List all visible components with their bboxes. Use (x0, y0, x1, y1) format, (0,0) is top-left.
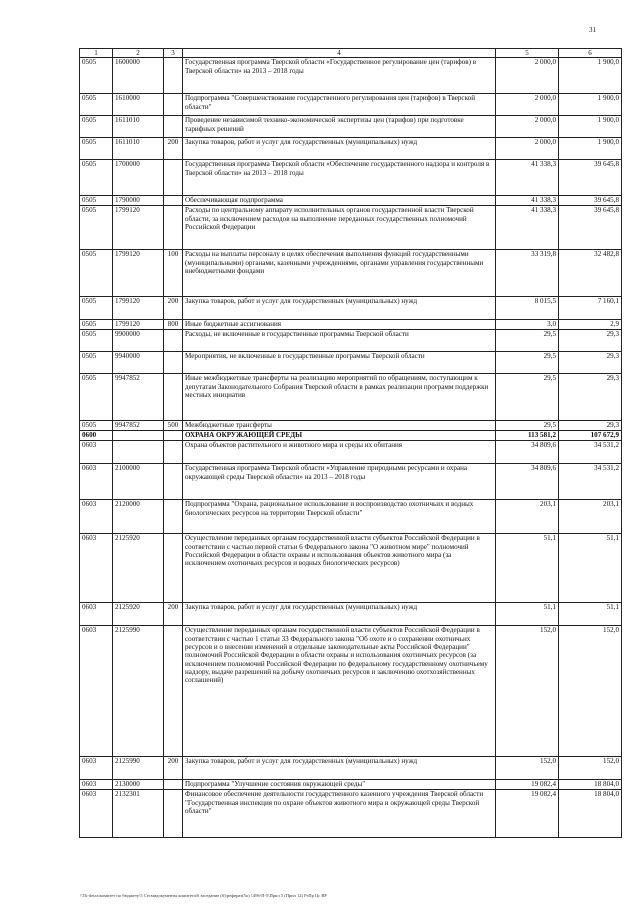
planned-amount-cell: 41 338,3 (496, 160, 559, 196)
section-code-cell: 0505 (80, 94, 113, 116)
section-code-cell: 0505 (80, 196, 113, 206)
article-code-cell: 2100000 (113, 464, 164, 500)
executed-amount-cell: 29,3 (559, 330, 622, 352)
planned-amount-cell: 29,5 (496, 352, 559, 374)
item-name-cell: ОХРАНА ОКРУЖАЮЩЕЙ СРЕДЫ (183, 431, 496, 441)
table-row (80, 160, 622, 196)
planned-amount-cell: 152,0 (496, 757, 559, 780)
executed-amount-cell: 203,1 (559, 500, 622, 534)
executed-amount-cell: 32 482,8 (559, 250, 622, 297)
article-code-cell: 1610000 (113, 94, 164, 116)
item-name-cell: Осуществление переданных органам государственной власти субъектов Российской Федерации в соответствии с частью 1 статьи 33 Федерального закона "Об охоте и о сохранении охотничьих ресурсов и о внесении изменений в отдельные законодательные акты Российской Федерации" полномочий Российской Федерации в области охраны и использования охотничьих ресурсов (за исключением полномочий Российской Федерации по федеральному государственному охотничьему надзору, выдаче разрешений на добычу охотничьих ресурсов и заключению охотхозяйственных соглашений) (183, 626, 496, 757)
planned-amount-cell: 2 000,0 (496, 58, 559, 94)
item-name-cell: Иные межбюджетные трансферты на реализацию мероприятий по обращениям, поступающим к депутатам Законодательного Собрания Тверской области в рамках реализации программ поддержки местных инициатив (183, 374, 496, 421)
section-code-cell: 0505 (80, 352, 113, 374)
section-code-cell: 0505 (80, 421, 113, 431)
section-code-cell: 0603 (80, 441, 113, 464)
executed-amount-cell: 18 804,0 (559, 790, 622, 838)
file-path-footer: \\Tk-detax\комитет по бюджету\5 Сесмидокументы комитета\6 заседание (6)\реферат(5о) 1496-П-5\Прил 5 (Прил 12) РзПр Цс ВР (80, 893, 327, 898)
executed-amount-cell: 34 531,2 (559, 441, 622, 464)
section-code-cell: 0600 (80, 431, 113, 441)
item-name-cell: Межбюджетные трансферты (183, 421, 496, 431)
item-name-cell: Проведение независимой технико-экономической экспертизы цен (тарифов) при подготовке тарифных решений (183, 116, 496, 138)
column-header: 2 (113, 49, 164, 58)
planned-amount-cell: 51,1 (496, 603, 559, 626)
item-name-cell: Обеспечивающая подпрограмма (183, 196, 496, 206)
item-name-cell: Закупка товаров, работ и услуг для государственных (муниципальных) нужд (183, 603, 496, 626)
executed-amount-cell: 29,3 (559, 352, 622, 374)
article-code-cell: 2125920 (113, 534, 164, 603)
column-header: 5 (496, 49, 559, 58)
article-code-cell: 1799120 (113, 297, 164, 320)
table-row (80, 757, 622, 780)
expense-type-cell: 200 (164, 297, 183, 320)
article-code-cell: 1700000 (113, 160, 164, 196)
expense-type-cell (164, 206, 183, 250)
expense-type-cell (164, 780, 183, 790)
item-name-cell: Финансовое обеспечение деятельности государственного казенного учреждения Тверской области "Государственная инспекция по охране объектов животного мира и окружающей среды Тверской области" (183, 790, 496, 838)
column-header: 4 (183, 49, 496, 58)
section-code-cell: 0505 (80, 116, 113, 138)
planned-amount-cell: 2 000,0 (496, 138, 559, 160)
planned-amount-cell: 152,0 (496, 626, 559, 757)
article-code-cell: 9940000 (113, 352, 164, 374)
planned-amount-cell: 19 082,4 (496, 780, 559, 790)
article-code-cell: 2125990 (113, 757, 164, 780)
item-name-cell: Государственная программа Тверской области «Обеспечение государственного надзора и контроля в Тверской области» на 2013 – 2018 годы (183, 160, 496, 196)
executed-amount-cell: 152,0 (559, 757, 622, 780)
section-code-cell: 0603 (80, 780, 113, 790)
column-header: 6 (559, 49, 622, 58)
planned-amount-cell: 8 015,5 (496, 297, 559, 320)
expense-type-cell (164, 626, 183, 757)
item-name-cell: Государственная программа Тверской области «Государственное регулирование цен (тарифов) в Тверской области» на 2013 – 2018 годы (183, 58, 496, 94)
executed-amount-cell: 107 672,9 (559, 431, 622, 441)
section-code-cell: 0505 (80, 58, 113, 94)
planned-amount-cell: 203,1 (496, 500, 559, 534)
executed-amount-cell: 152,0 (559, 626, 622, 757)
expense-type-cell (164, 196, 183, 206)
planned-amount-cell: 29,5 (496, 330, 559, 352)
article-code-cell (113, 441, 164, 464)
planned-amount-cell: 34 809,6 (496, 441, 559, 464)
planned-amount-cell: 51,1 (496, 534, 559, 603)
article-code-cell: 2120000 (113, 500, 164, 534)
table-header-row (80, 49, 622, 58)
expense-type-cell: 200 (164, 757, 183, 780)
expense-type-cell (164, 160, 183, 196)
expense-type-cell (164, 534, 183, 603)
table-row (80, 196, 622, 206)
table-row (80, 138, 622, 160)
executed-amount-cell: 29,3 (559, 374, 622, 421)
article-code-cell: 1611010 (113, 116, 164, 138)
executed-amount-cell: 2,9 (559, 320, 622, 330)
section-code-cell: 0505 (80, 206, 113, 250)
expense-type-cell: 200 (164, 138, 183, 160)
planned-amount-cell: 29,5 (496, 374, 559, 421)
budget-table (79, 48, 622, 838)
executed-amount-cell: 39 645,8 (559, 160, 622, 196)
column-header: 1 (80, 49, 113, 58)
item-name-cell: Расходы на выплаты персоналу в целях обеспечения выполнения функций государственными (муниципальными) органами, казенными учреждениями, органами управления государственными внебюджетными фондами (183, 250, 496, 297)
table-row (80, 603, 622, 626)
table-row (80, 626, 622, 757)
planned-amount-cell: 2 000,0 (496, 94, 559, 116)
section-code-cell: 0505 (80, 138, 113, 160)
article-code-cell (113, 431, 164, 441)
section-code-cell: 0603 (80, 464, 113, 500)
item-name-cell: Закупка товаров, работ и услуг для государственных (муниципальных) нужд (183, 138, 496, 160)
table-row (80, 250, 622, 297)
expense-type-cell (164, 330, 183, 352)
section-code-cell: 0505 (80, 320, 113, 330)
executed-amount-cell: 51,1 (559, 603, 622, 626)
article-code-cell: 1799120 (113, 250, 164, 297)
table-row (80, 58, 622, 94)
executed-amount-cell: 51,1 (559, 534, 622, 603)
article-code-cell: 1790000 (113, 196, 164, 206)
table-row (80, 94, 622, 116)
section-code-cell: 0603 (80, 500, 113, 534)
planned-amount-cell: 2 000,0 (496, 116, 559, 138)
section-code-cell: 0603 (80, 603, 113, 626)
table-row (80, 780, 622, 790)
table-row (80, 441, 622, 464)
section-code-cell: 0505 (80, 297, 113, 320)
table-row (80, 421, 622, 431)
item-name-cell: Закупка товаров, работ и услуг для государственных (муниципальных) нужд (183, 297, 496, 320)
article-code-cell: 9947852 (113, 421, 164, 431)
expense-type-cell (164, 116, 183, 138)
article-code-cell: 1611010 (113, 138, 164, 160)
table-row (80, 500, 622, 534)
article-code-cell: 2125990 (113, 626, 164, 757)
expense-type-cell (164, 58, 183, 94)
table-row (80, 464, 622, 500)
section-code-cell: 0603 (80, 757, 113, 780)
item-name-cell: Расходы, не включенные в государственные программы Тверской области (183, 330, 496, 352)
expense-type-cell (164, 431, 183, 441)
article-code-cell: 1799120 (113, 206, 164, 250)
expense-type-cell (164, 94, 183, 116)
article-code-cell: 2125920 (113, 603, 164, 626)
table-row (80, 320, 622, 330)
item-name-cell: Подпрограмма "Совершенствование государственного регулирования цен (тарифов) в Тверской области" (183, 94, 496, 116)
page-number: 31 (589, 26, 596, 34)
executed-amount-cell: 1 900,0 (559, 116, 622, 138)
executed-amount-cell: 7 160,1 (559, 297, 622, 320)
executed-amount-cell: 39 645,8 (559, 196, 622, 206)
executed-amount-cell: 39 645,8 (559, 206, 622, 250)
planned-amount-cell: 29,5 (496, 421, 559, 431)
item-name-cell: Подпрограмма "Улучшение состояния окружающей среды" (183, 780, 496, 790)
section-code-cell: 0603 (80, 790, 113, 838)
expense-type-cell: 800 (164, 320, 183, 330)
section-code-cell: 0505 (80, 160, 113, 196)
expense-type-cell (164, 352, 183, 374)
item-name-cell: Расходы по центральному аппарату исполнительных органов государственной власти Тверской области, за исключением расходов на выполнение переданных государственных полномочий Российской Федерации (183, 206, 496, 250)
planned-amount-cell: 34 809,6 (496, 464, 559, 500)
table-row (80, 431, 622, 441)
article-code-cell: 2130000 (113, 780, 164, 790)
expense-type-cell: 500 (164, 421, 183, 431)
table-row (80, 206, 622, 250)
item-name-cell: Иные бюджетные ассигнования (183, 320, 496, 330)
table-row (80, 790, 622, 838)
executed-amount-cell: 34 531,2 (559, 464, 622, 500)
section-code-cell: 0505 (80, 374, 113, 421)
section-code-cell: 0603 (80, 626, 113, 757)
item-name-cell: Осуществление переданных органам государственной власти субъектов Российской Федерации в соответствии с частью первой статьи 6 Федерального закона "О животном мире" полномочий Российской Федерации в области охраны и использования объектов животного мира (за исключением охотничьих ресурсов и водных биологических ресурсов) (183, 534, 496, 603)
column-header: 3 (164, 49, 183, 58)
article-code-cell: 1799120 (113, 320, 164, 330)
executed-amount-cell: 29,3 (559, 421, 622, 431)
executed-amount-cell: 1 900,0 (559, 94, 622, 116)
expense-type-cell (164, 500, 183, 534)
article-code-cell: 1600000 (113, 58, 164, 94)
planned-amount-cell: 33 319,8 (496, 250, 559, 297)
section-code-cell: 0505 (80, 250, 113, 297)
section-code-cell: 0505 (80, 330, 113, 352)
table-row (80, 534, 622, 603)
expense-type-cell (164, 464, 183, 500)
table-row (80, 374, 622, 421)
planned-amount-cell: 3,0 (496, 320, 559, 330)
article-code-cell: 9900000 (113, 330, 164, 352)
planned-amount-cell: 19 082,4 (496, 790, 559, 838)
expense-type-cell (164, 374, 183, 421)
table-row (80, 297, 622, 320)
article-code-cell: 2132301 (113, 790, 164, 838)
executed-amount-cell: 1 900,0 (559, 138, 622, 160)
planned-amount-cell: 41 338,3 (496, 206, 559, 250)
expense-type-cell (164, 790, 183, 838)
item-name-cell: Закупка товаров, работ и услуг для государственных (муниципальных) нужд (183, 757, 496, 780)
planned-amount-cell: 113 581,2 (496, 431, 559, 441)
item-name-cell: Мероприятия, не включенные в государственные программы Тверской области (183, 352, 496, 374)
table-row (80, 352, 622, 374)
planned-amount-cell: 41 338,3 (496, 196, 559, 206)
expense-type-cell: 100 (164, 250, 183, 297)
expense-type-cell (164, 441, 183, 464)
article-code-cell: 9947852 (113, 374, 164, 421)
table-row (80, 116, 622, 138)
item-name-cell: Государственная программа Тверской области «Управление природными ресурсами и охрана окружающей среды Тверской области» на 2013 – 2018 годы (183, 464, 496, 500)
executed-amount-cell: 18 804,0 (559, 780, 622, 790)
section-code-cell: 0603 (80, 534, 113, 603)
item-name-cell: Подпрограмма "Охрана, рациональное использование и воспроизводство охотничьих и водных биологических ресурсов на территории Тверской области" (183, 500, 496, 534)
table-row (80, 330, 622, 352)
item-name-cell: Охрана объектов растительного и животного мира и среды их обитания (183, 441, 496, 464)
executed-amount-cell: 1 900,0 (559, 58, 622, 94)
expense-type-cell: 200 (164, 603, 183, 626)
